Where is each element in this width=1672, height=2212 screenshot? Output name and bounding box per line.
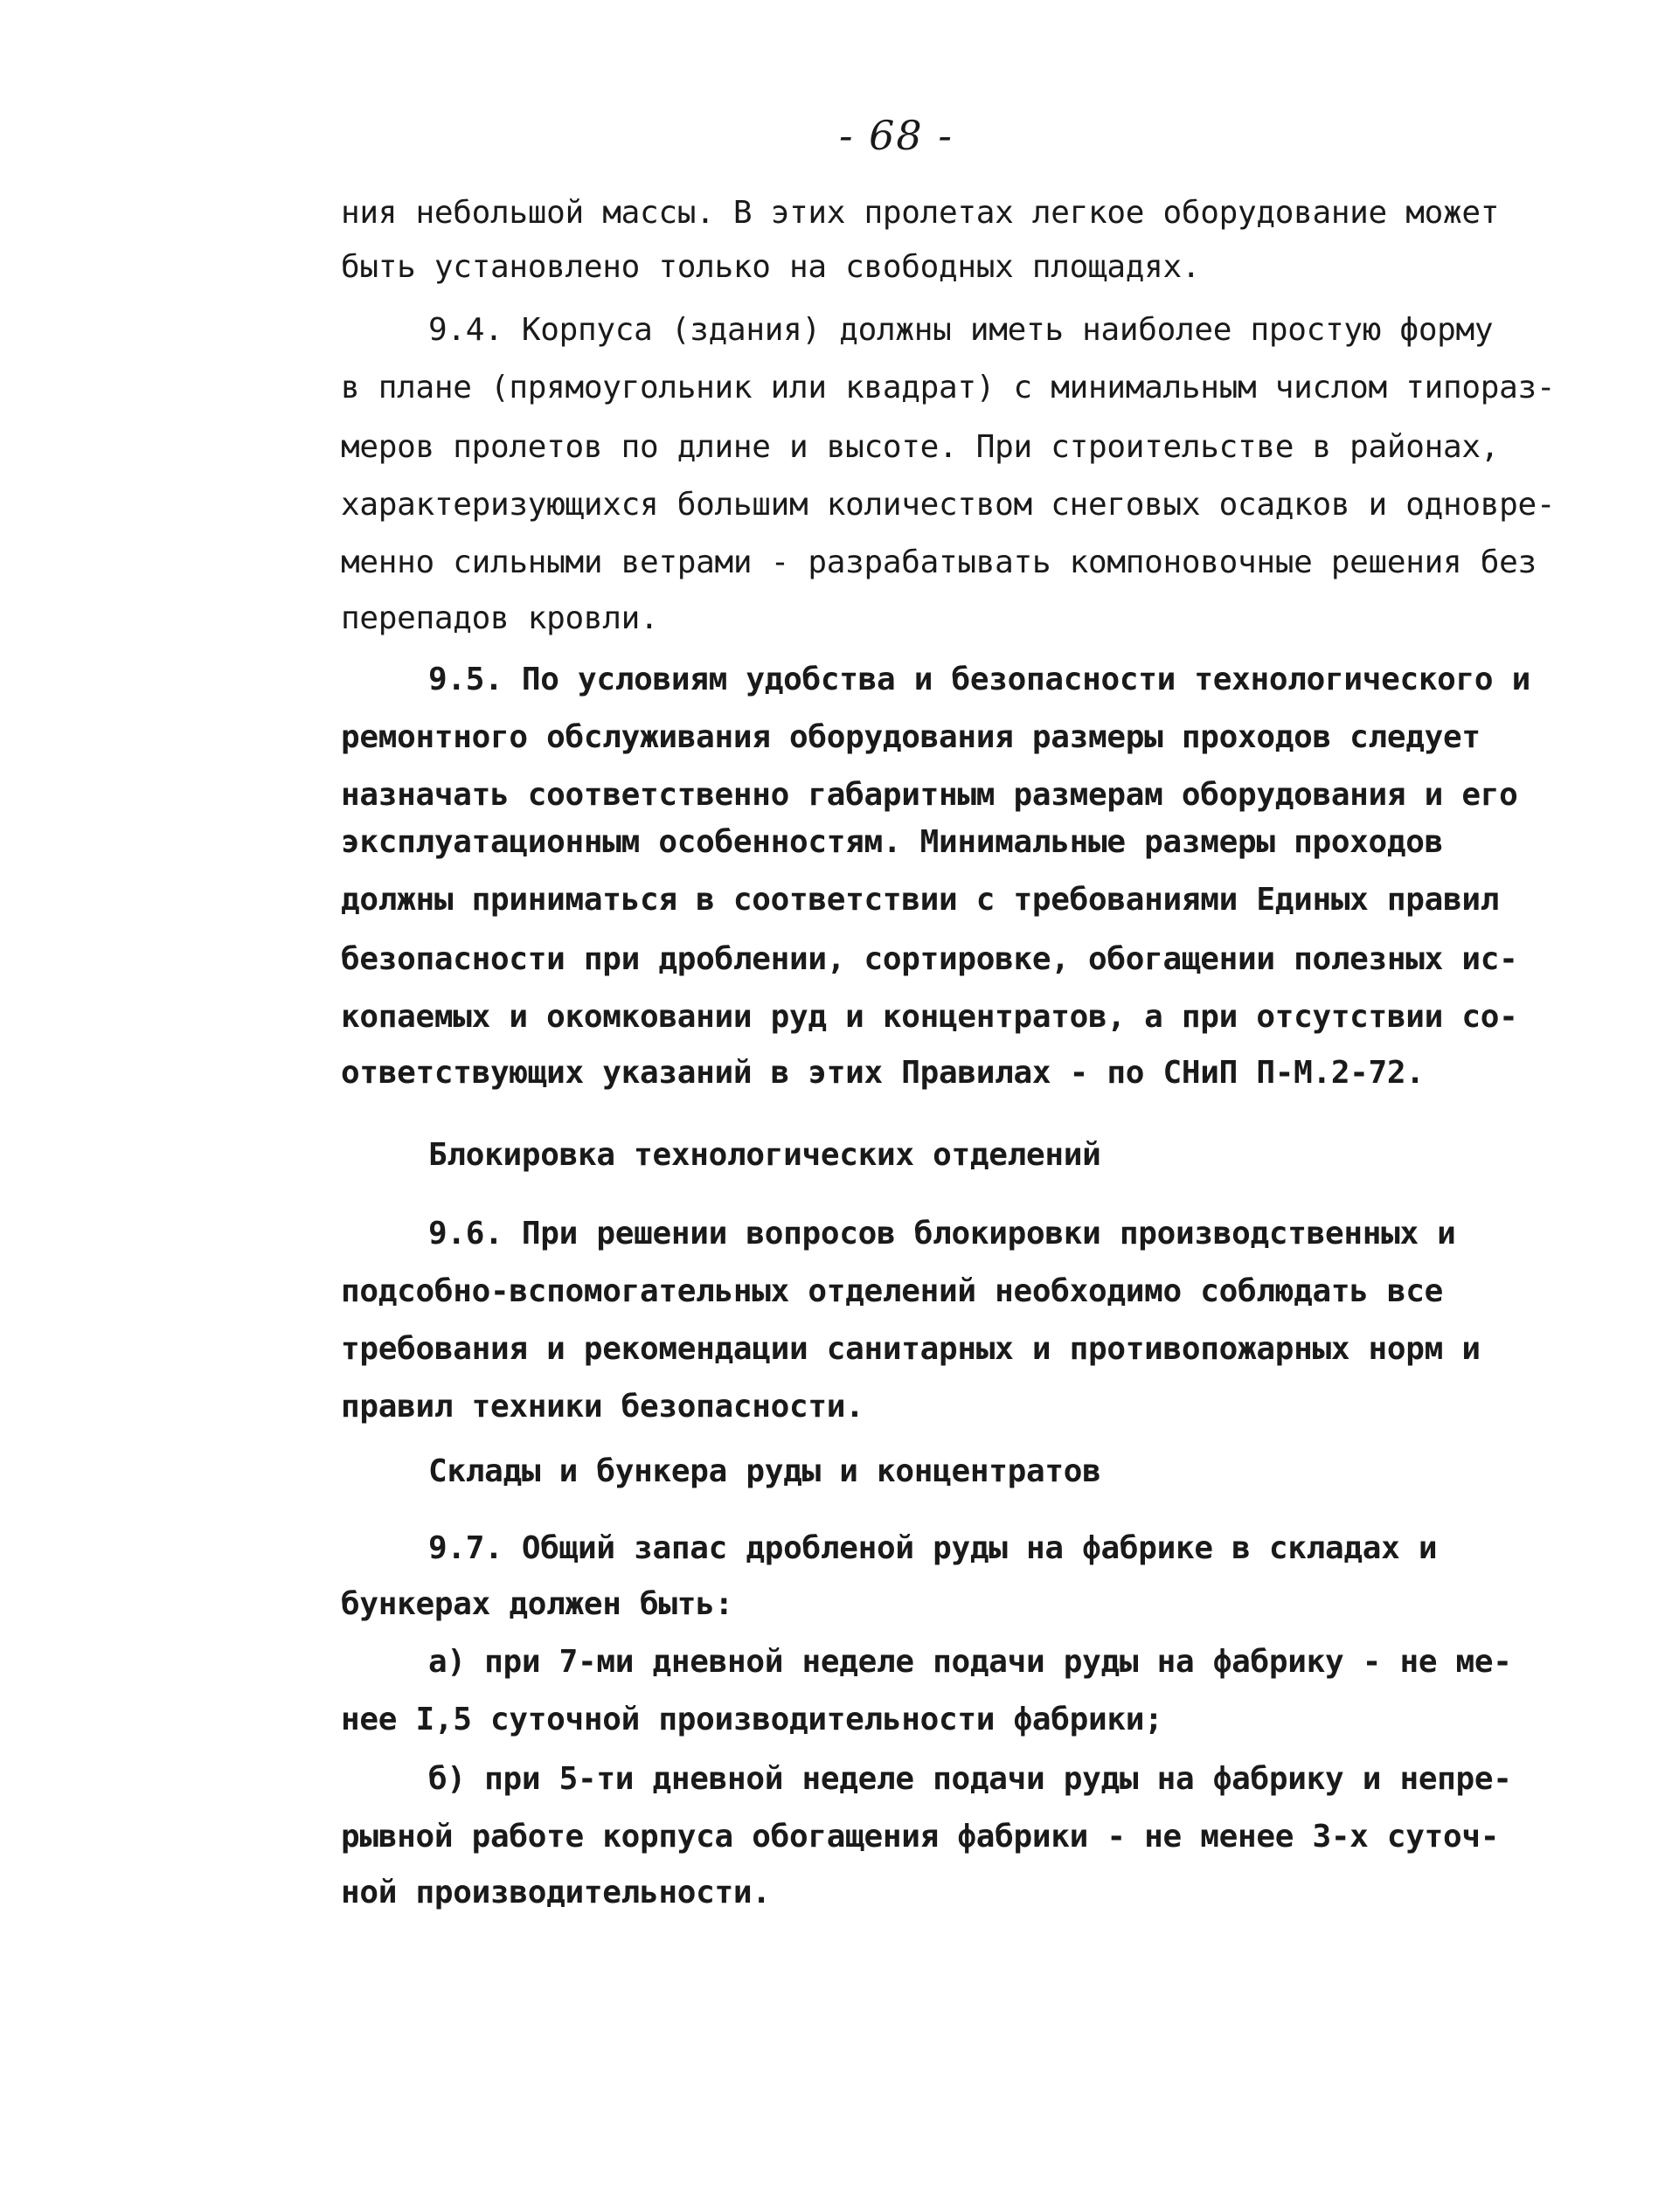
text-line: бункерах должен быть: <box>341 1586 733 1622</box>
text-line: должны приниматься в соответствии с требованиями Единых правил <box>341 882 1500 918</box>
text-line: быть установлено только на свободных площадях. <box>341 249 1201 285</box>
text-line: менно сильными ветрами - разрабатывать компоновочные решения без <box>341 544 1537 580</box>
section-heading-blocking: Блокировка технологических отделений <box>428 1137 1101 1173</box>
list-item-a: а) при 7-ми дневной неделе подачи руды на фабрику - не ме- <box>428 1644 1512 1680</box>
text-line: ной производительности. <box>341 1875 771 1910</box>
text-line: копаемых и окомковании руд и концентратов, а при отсутствии со- <box>341 999 1518 1035</box>
text-line: безопасности при дроблении, сортировке, обогащении полезных ис- <box>341 941 1518 977</box>
text-line: ния небольшой массы. В этих пролетах легкое оборудование может <box>341 195 1500 231</box>
text-line: назначать соответственно габаритным размерам оборудования и его <box>341 777 1518 813</box>
text-line: ответствующих указаний в этих Правилах - по СНиП П-М.2-72. <box>341 1055 1425 1091</box>
paragraph-9-5-start: 9.5. По условиям удобства и безопасности технологического и <box>428 662 1531 697</box>
paragraph-9-7-start: 9.7. Общий запас дробленой руды на фабрике в складах и <box>428 1530 1438 1566</box>
text-line: ремонтного обслуживания оборудования размеры проходов следует <box>341 719 1481 755</box>
text-line: рывной работе корпуса обогащения фабрики - не менее 3-х суточ- <box>341 1819 1500 1855</box>
list-item-b: б) при 5-ти дневной неделе подачи руды на фабрику и непре- <box>428 1761 1512 1797</box>
section-heading-storage: Склады и бункера руды и концентратов <box>428 1453 1101 1489</box>
text-line: меров пролетов по длине и высоте. При строительстве в районах, <box>341 429 1500 465</box>
text-line: эксплуатационным особенностям. Минимальные размеры проходов <box>341 824 1444 860</box>
text-line: перепадов кровли. <box>341 600 659 636</box>
paragraph-9-4-start: 9.4. Корпуса (здания) должны иметь наиболее простую форму <box>428 312 1494 348</box>
paragraph-9-6-start: 9.6. При решении вопросов блокировки производственных и <box>428 1216 1456 1252</box>
text-line: нее I,5 суточной производительности фабрики; <box>341 1702 1163 1737</box>
text-line: требования и рекомендации санитарных и противопожарных норм и <box>341 1331 1481 1367</box>
text-line: в плане (прямоугольник или квадрат) с минимальным числом типораз- <box>341 370 1556 406</box>
text-line: правил техники безопасности. <box>341 1389 864 1425</box>
text-line: подсобно-вспомогательных отделений необходимо соблюдать все <box>341 1273 1444 1309</box>
text-line: характеризующихся большим количеством снеговых осадков и одновре- <box>341 487 1556 523</box>
page-number: - 68 - <box>839 112 954 159</box>
